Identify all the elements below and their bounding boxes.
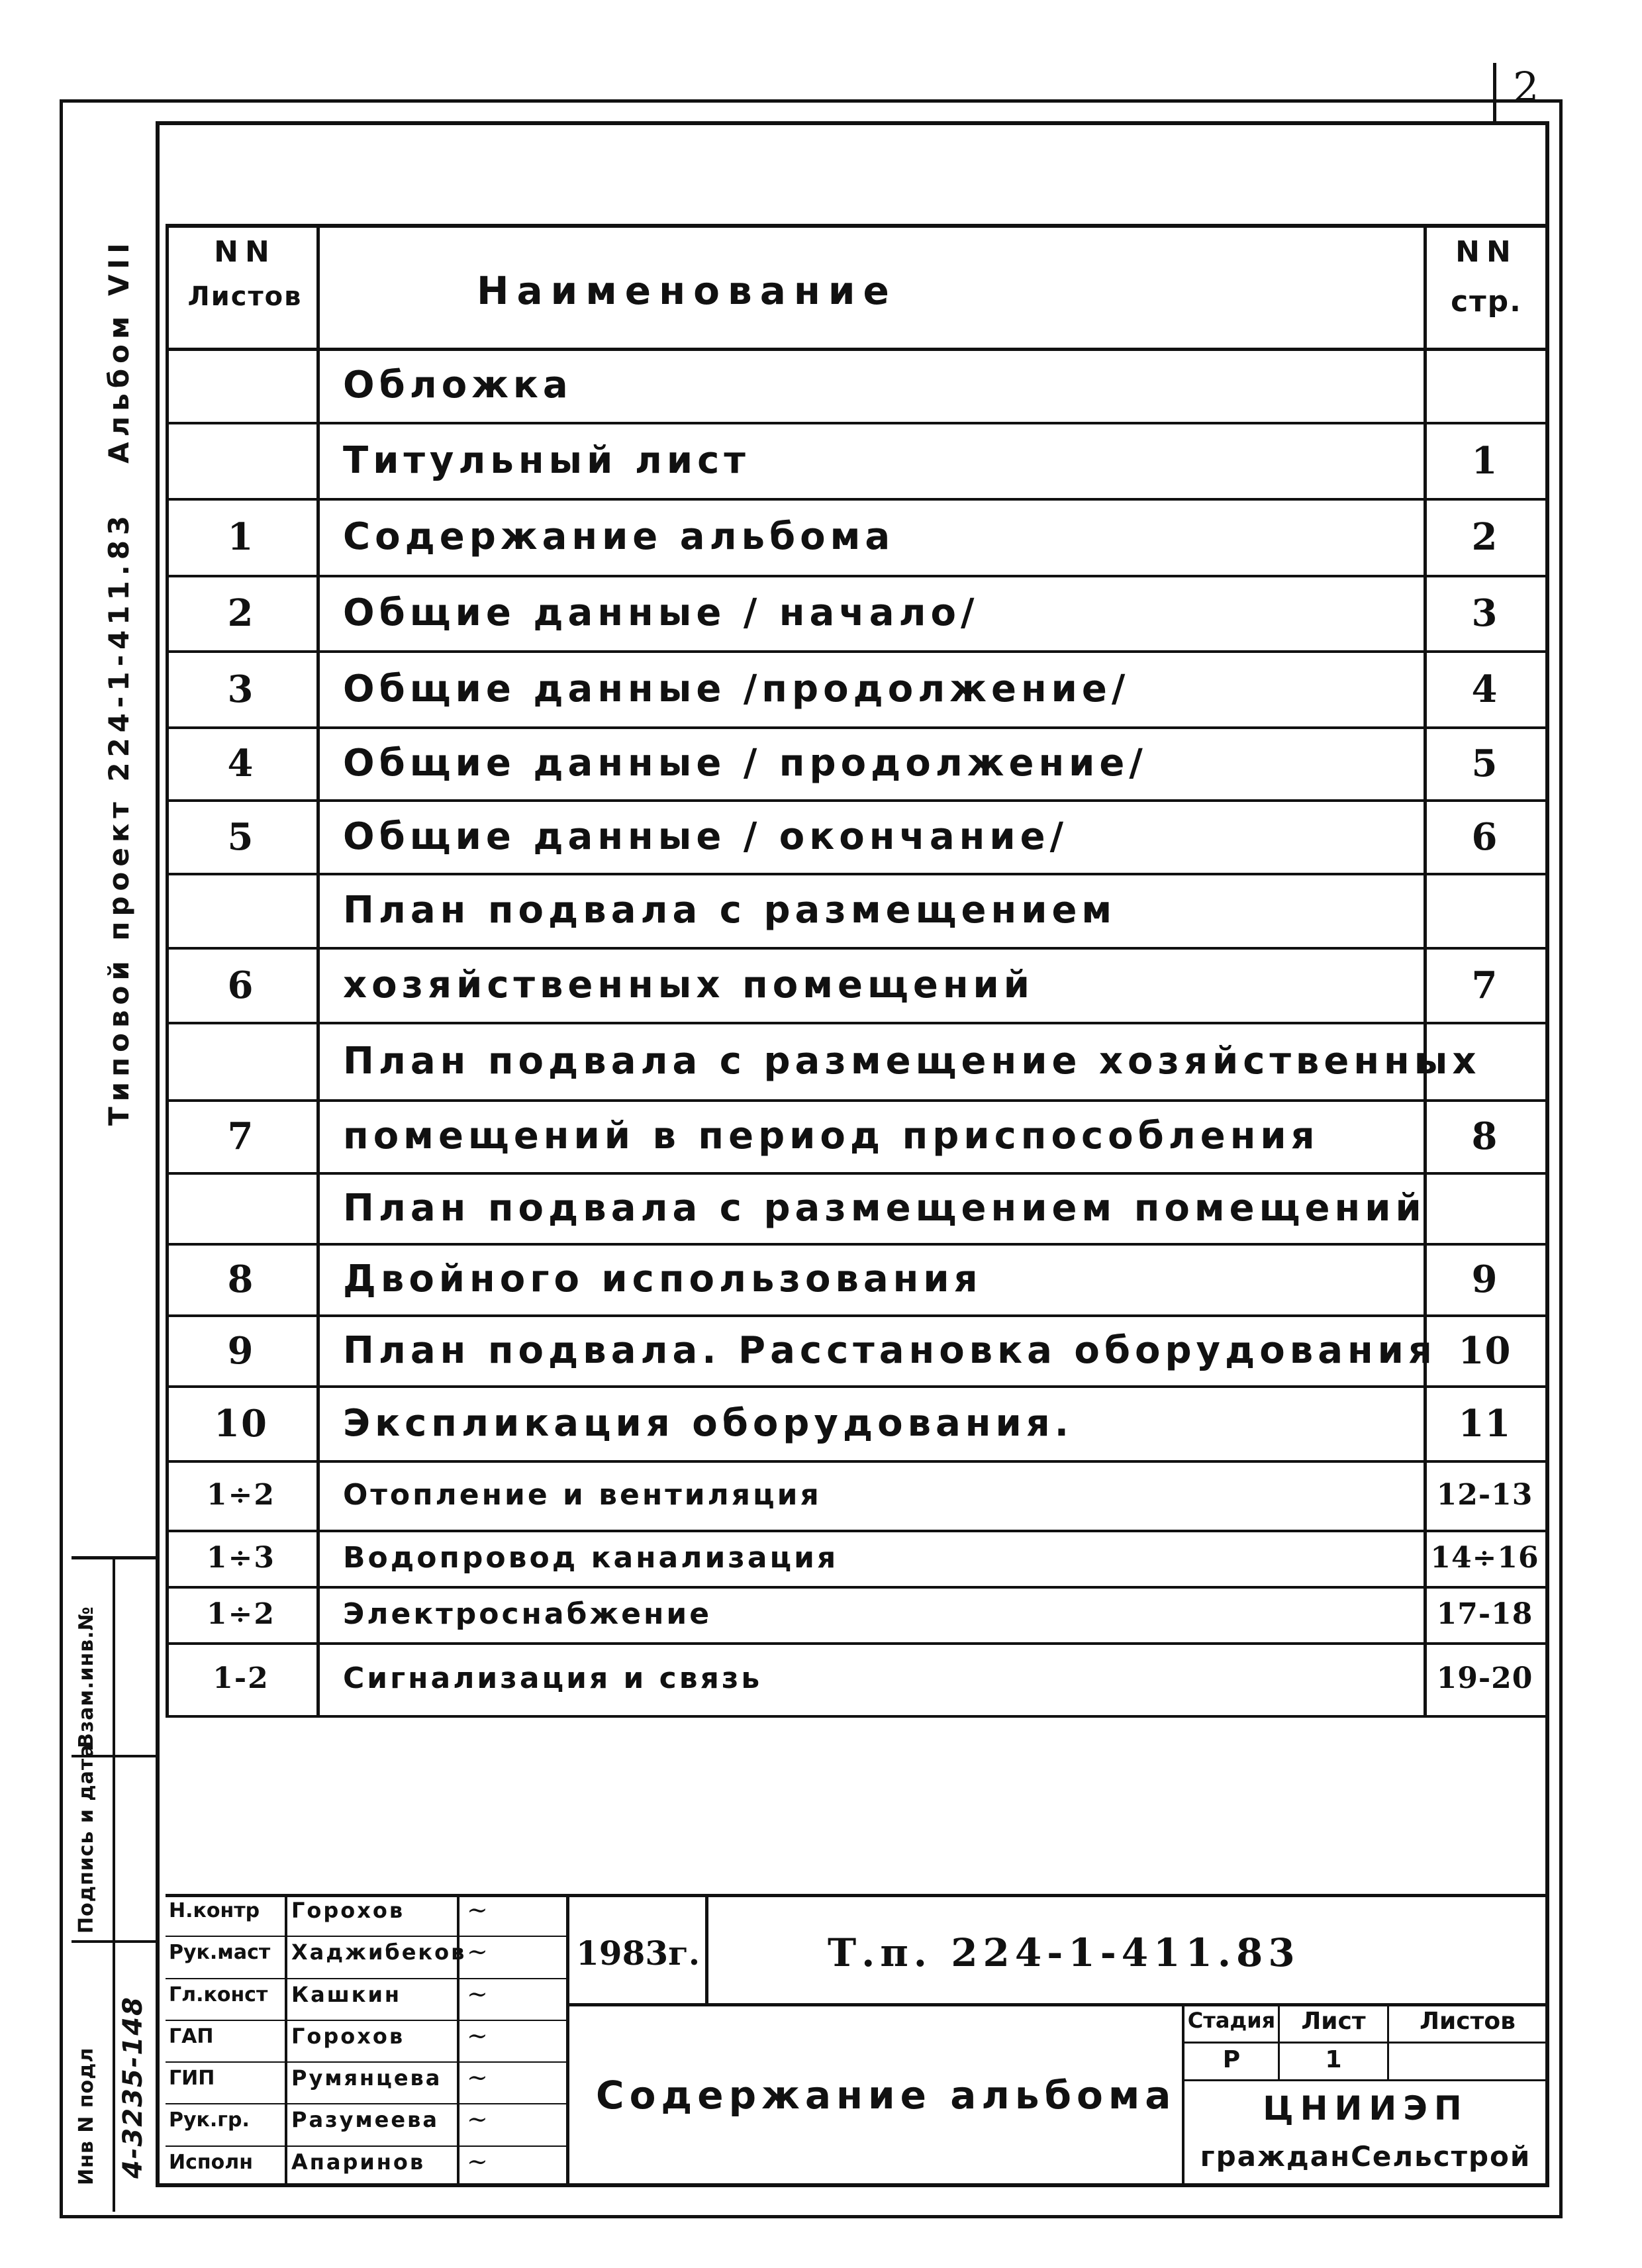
tb-row-rule [166, 2020, 566, 2021]
header-pages-nn: NN [1455, 235, 1518, 269]
row-sheet-number: 9 [227, 1328, 255, 1373]
tb-row-rule [166, 1936, 566, 1937]
tb-person-name: Горохов [291, 2023, 405, 2049]
strip-signature-date: Подпись и дата [75, 1744, 98, 1934]
row-rule [166, 799, 1546, 802]
row-title: Двойного использования [343, 1257, 983, 1301]
row-page-number: 4 [1471, 667, 1498, 711]
row-sheet-number: 1-2 [213, 1661, 269, 1695]
row-sheet-number: 5 [227, 814, 255, 859]
tb-signature-icon: ~ [467, 1895, 488, 1924]
row-rule [166, 1314, 1546, 1317]
row-page-number: 3 [1471, 591, 1498, 635]
row-title: План подвала с размещением помещений [343, 1186, 1426, 1230]
tb-person-name: Хаджибеков [291, 1940, 467, 1965]
header-pages-label: стр. [1451, 285, 1522, 319]
row-title: Водопровод канализация [343, 1540, 839, 1575]
row-title: План подвала. Расстановка оборудования [343, 1328, 1437, 1372]
row-rule [166, 1715, 1546, 1718]
row-title: План подвала с размещением [343, 889, 1117, 932]
row-rule [166, 498, 1546, 501]
tb-sheet-header: Лист [1301, 2008, 1366, 2035]
row-rule [166, 422, 1546, 424]
tb-org-line2: гражданСельстрой [1200, 2140, 1531, 2173]
row-title: Титульный лист [343, 438, 750, 482]
row-rule [166, 1172, 1546, 1175]
header-bottom-rule [166, 348, 1546, 351]
row-rule [166, 1460, 1546, 1463]
row-sheet-number: 1÷3 [206, 1540, 276, 1575]
tb-col-rule [566, 1894, 569, 2187]
row-sheet-number: 1÷2 [206, 1477, 276, 1512]
row-rule [166, 873, 1546, 875]
row-sheet-number: 6 [227, 963, 255, 1007]
row-page-number: 7 [1471, 963, 1498, 1007]
tb-mini-rule [1182, 2042, 1546, 2044]
row-sheet-number: 10 [214, 1401, 268, 1446]
tb-role-label: Н.контр [169, 1899, 260, 1922]
row-title: Сигнализация и связь [343, 1661, 763, 1695]
row-page-number: 12-13 [1436, 1477, 1533, 1512]
tb-stage-header: Стадия [1187, 2008, 1276, 2033]
tb-sheets-header: Листов [1420, 2008, 1516, 2035]
row-rule [166, 1385, 1546, 1388]
tb-row-rule [166, 1978, 566, 1979]
strip-swap-inv: Взам.инв.№ [75, 1606, 98, 1748]
tb-person-name: Апаринов [291, 2149, 426, 2175]
tb-stage-value: Р [1222, 2046, 1241, 2073]
row-title: Общие данные /продолжение/ [343, 667, 1130, 711]
row-sheet-number: 3 [227, 667, 255, 711]
row-title: Общие данные / продолжение/ [343, 742, 1147, 785]
col-sheets-divider [316, 224, 320, 1715]
tb-person-name: Румянцева [291, 2065, 442, 2091]
row-sheet-number: 1÷2 [206, 1597, 276, 1631]
row-title: Экспликация оборудования. [343, 1401, 1073, 1445]
row-page-number: 2 [1471, 515, 1498, 559]
row-rule [166, 1586, 1546, 1589]
row-sheet-number: 7 [227, 1114, 255, 1158]
tb-signature-icon: ~ [467, 2063, 488, 2093]
row-rule [166, 947, 1546, 950]
tb-col-rule [705, 1894, 708, 2003]
tb-role-label: Рук.маст [169, 1941, 271, 1965]
tb-person-name: Разумеева [291, 2107, 439, 2133]
tb-mid-rule [569, 2003, 1546, 2006]
row-title: помещений в период приспособления [343, 1114, 1320, 1158]
tb-role-label: Рук.гр. [169, 2108, 250, 2132]
row-rule [166, 575, 1546, 577]
side-album-label: Альбом VII [103, 238, 135, 464]
tb-col-rule [285, 1894, 287, 2187]
table-top-rule [166, 224, 1546, 228]
tb-document-title: Содержание альбома [596, 2073, 1177, 2118]
row-page-number: 11 [1458, 1401, 1512, 1446]
row-page-number: 5 [1471, 742, 1498, 785]
tb-project-code: Т.п. 224-1-411.83 [828, 1930, 1300, 1975]
row-rule [166, 1530, 1546, 1532]
header-name: Наименование [477, 268, 897, 313]
row-page-number: 8 [1471, 1114, 1498, 1158]
tb-role-label: Гл.конст [169, 1983, 268, 2006]
row-rule [166, 1099, 1546, 1102]
tb-role-label: ГИП [169, 2067, 215, 2091]
tb-signature-icon: ~ [467, 1937, 488, 1967]
row-rule [166, 1642, 1546, 1645]
row-title: Общие данные / начало/ [343, 591, 979, 634]
row-title: хозяйственных помещений [343, 963, 1035, 1007]
tb-role-label: ГАП [169, 2024, 214, 2048]
row-title: План подвала с размещение хозяйственных [343, 1039, 1481, 1083]
tb-signature-icon: ~ [467, 1979, 488, 2008]
row-rule [166, 726, 1546, 729]
row-title: Общие данные / окончание/ [343, 814, 1069, 858]
row-rule [166, 1022, 1546, 1024]
tb-signature-icon: ~ [467, 2104, 488, 2134]
tb-row-rule [166, 2145, 566, 2147]
row-sheet-number: 1 [227, 515, 255, 559]
row-page-number: 17-18 [1436, 1597, 1533, 1631]
header-sheets-label: Листов [187, 281, 303, 312]
tb-row-rule [166, 2061, 566, 2063]
row-page-number: 19-20 [1436, 1661, 1533, 1695]
row-page-number: 14÷16 [1430, 1540, 1539, 1575]
tb-col-rule [1182, 2003, 1184, 2187]
tb-year: 1983г. [576, 1934, 700, 1973]
row-rule [166, 650, 1546, 653]
row-title: Обложка [343, 364, 573, 407]
sheet-number-box [1493, 63, 1559, 123]
tb-row-rule [166, 2103, 566, 2104]
row-title: Отопление и вентиляция [343, 1477, 822, 1512]
tb-col-rule [457, 1894, 459, 2187]
tb-signature-icon: ~ [467, 2020, 488, 2050]
tb-person-name: Горохов [291, 1898, 405, 1923]
tb-person-name: Кашкин [291, 1981, 401, 2007]
row-page-number: 6 [1471, 814, 1498, 859]
row-rule [166, 1243, 1546, 1246]
tb-signature-icon: ~ [467, 2146, 488, 2176]
strip-inv-number: 4-3235-148 [118, 1996, 148, 2179]
tb-sheet-value: 1 [1325, 2046, 1342, 2073]
tb-role-label: Исполн [169, 2150, 253, 2174]
row-sheet-number: 8 [227, 1257, 255, 1301]
row-sheet-number: 2 [227, 591, 255, 635]
row-sheet-number: 4 [227, 742, 255, 785]
row-page-number: 9 [1471, 1257, 1498, 1301]
tb-org-line1: ЦНИИЭП [1263, 2089, 1469, 2128]
strip-inv-original: Инв N подл [75, 2047, 98, 2185]
side-project-label: Типовой проект 224-1-411.83 [103, 510, 135, 1126]
row-title: Электроснабжение [343, 1597, 712, 1631]
sheet-number: 2 [1513, 63, 1539, 111]
row-title: Содержание альбома [343, 515, 895, 558]
header-sheets-nn: NN [214, 235, 276, 269]
title-block-top-rule [166, 1894, 1549, 1897]
tb-mini-rule [1182, 2079, 1546, 2081]
row-page-number: 10 [1458, 1328, 1512, 1373]
row-page-number: 1 [1471, 438, 1498, 483]
